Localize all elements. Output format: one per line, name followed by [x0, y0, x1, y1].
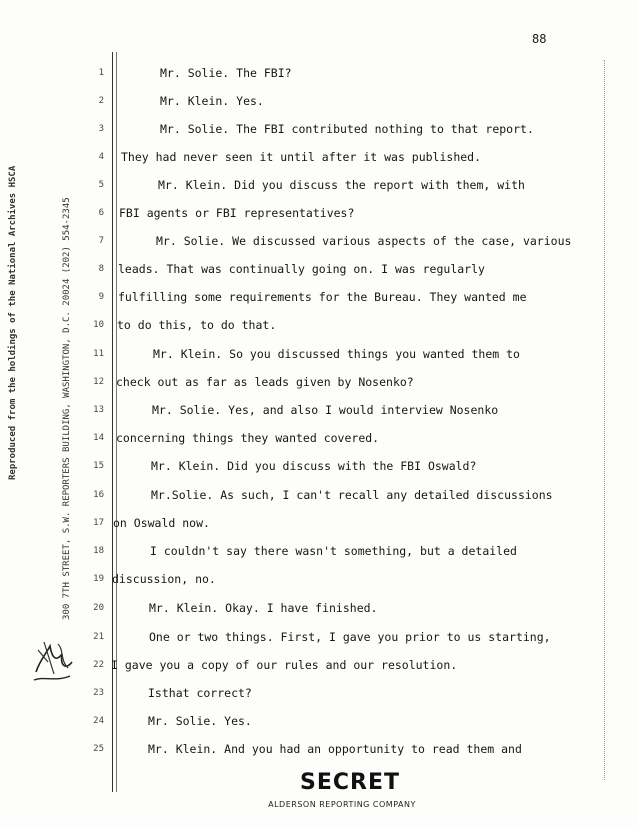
transcript-line: Mr. Solie. The FBI? [160, 66, 292, 80]
transcript-line: They had never seen it until after it was published. [121, 150, 482, 164]
line-number: 7 [98, 236, 104, 246]
transcript-line: Mr. Solie. Yes. [148, 714, 252, 728]
line-number: 20 [93, 603, 104, 613]
margin-rule-inner [116, 52, 117, 792]
line-number: 14 [93, 433, 104, 443]
transcript-line: Mr. Klein. And you had an opportunity to read them and [148, 742, 522, 756]
transcript-line: Isthat correct? [148, 686, 252, 700]
line-number: 16 [93, 490, 104, 500]
right-margin-rule [604, 60, 605, 780]
line-number: 13 [93, 405, 104, 415]
line-number: 12 [93, 377, 104, 387]
transcript-line: Mr. Klein. Okay. I have finished. [149, 601, 378, 615]
line-number: 4 [98, 152, 104, 162]
transcript-line: on Oswald now. [113, 516, 210, 530]
line-number: 18 [93, 546, 104, 556]
transcript-line: discussion, no. [112, 572, 216, 586]
line-number: 25 [93, 744, 104, 754]
handwritten-signature [30, 632, 78, 688]
transcript-line: I couldn't say there wasn't something, but a detailed [150, 544, 517, 558]
line-number: 2 [98, 96, 104, 106]
transcript-line: Mr. Klein. Did you discuss with the FBI Oswald? [151, 459, 477, 473]
line-number: 24 [93, 716, 104, 726]
transcript-line: FBI agents or FBI representatives? [119, 206, 355, 220]
archive-note: Reproduced from the holdings of the National Archives HSCA [8, 165, 18, 480]
line-number: 15 [93, 461, 104, 471]
line-number: 3 [98, 124, 104, 134]
transcript-line: Mr. Klein. So you discussed things you wanted them to [153, 347, 520, 361]
reporter-address: 300 7TH STREET, S.W. REPORTERS BUILDING, WASHINGTON, D.C. 20024 (202) 554-2345 [62, 197, 72, 620]
transcript-line: leads. That was continually going on. I was regularly [118, 262, 485, 276]
transcript-line: One or two things. First, I gave you prior to us starting, [149, 630, 551, 644]
line-number: 6 [98, 208, 104, 218]
margin-rule [112, 52, 113, 792]
line-number: 21 [93, 632, 104, 642]
line-number: 8 [98, 264, 104, 274]
transcript-line: I gave you a copy of our rules and our resolution. [111, 658, 458, 672]
transcript-line: Mr. Klein. Yes. [160, 94, 264, 108]
line-number: 11 [93, 349, 104, 359]
line-number: 19 [93, 574, 104, 584]
transcript-line: Mr. Solie. The FBI contributed nothing to that report. [160, 122, 534, 136]
classification-stamp: SECRET [300, 770, 400, 795]
reporting-company: ALDERSON REPORTING COMPANY [268, 800, 416, 809]
page-number: 88 [532, 32, 547, 46]
line-number: 17 [93, 518, 104, 528]
line-number: 10 [93, 320, 104, 330]
transcript-line: Mr. Solie. We discussed various aspects of the case, various [156, 234, 572, 248]
transcript-line: Mr. Solie. Yes, and also I would interview Nosenko [152, 403, 499, 417]
transcript-line: fulfilling some requirements for the Bureau. They wanted me [118, 290, 527, 304]
line-number: 22 [93, 660, 104, 670]
line-number: 9 [98, 292, 104, 302]
transcript-line: concerning things they wanted covered. [116, 431, 380, 445]
transcript-line: Mr.Solie. As such, I can't recall any detailed discussions [151, 488, 553, 502]
transcript-line: check out as far as leads given by Nosenko? [116, 375, 414, 389]
transcript-line: to do this, to do that. [117, 318, 277, 332]
line-number: 23 [93, 688, 104, 698]
line-number: 5 [98, 180, 104, 190]
line-number: 1 [98, 68, 104, 78]
transcript-line: Mr. Klein. Did you discuss the report with them, with [158, 178, 525, 192]
